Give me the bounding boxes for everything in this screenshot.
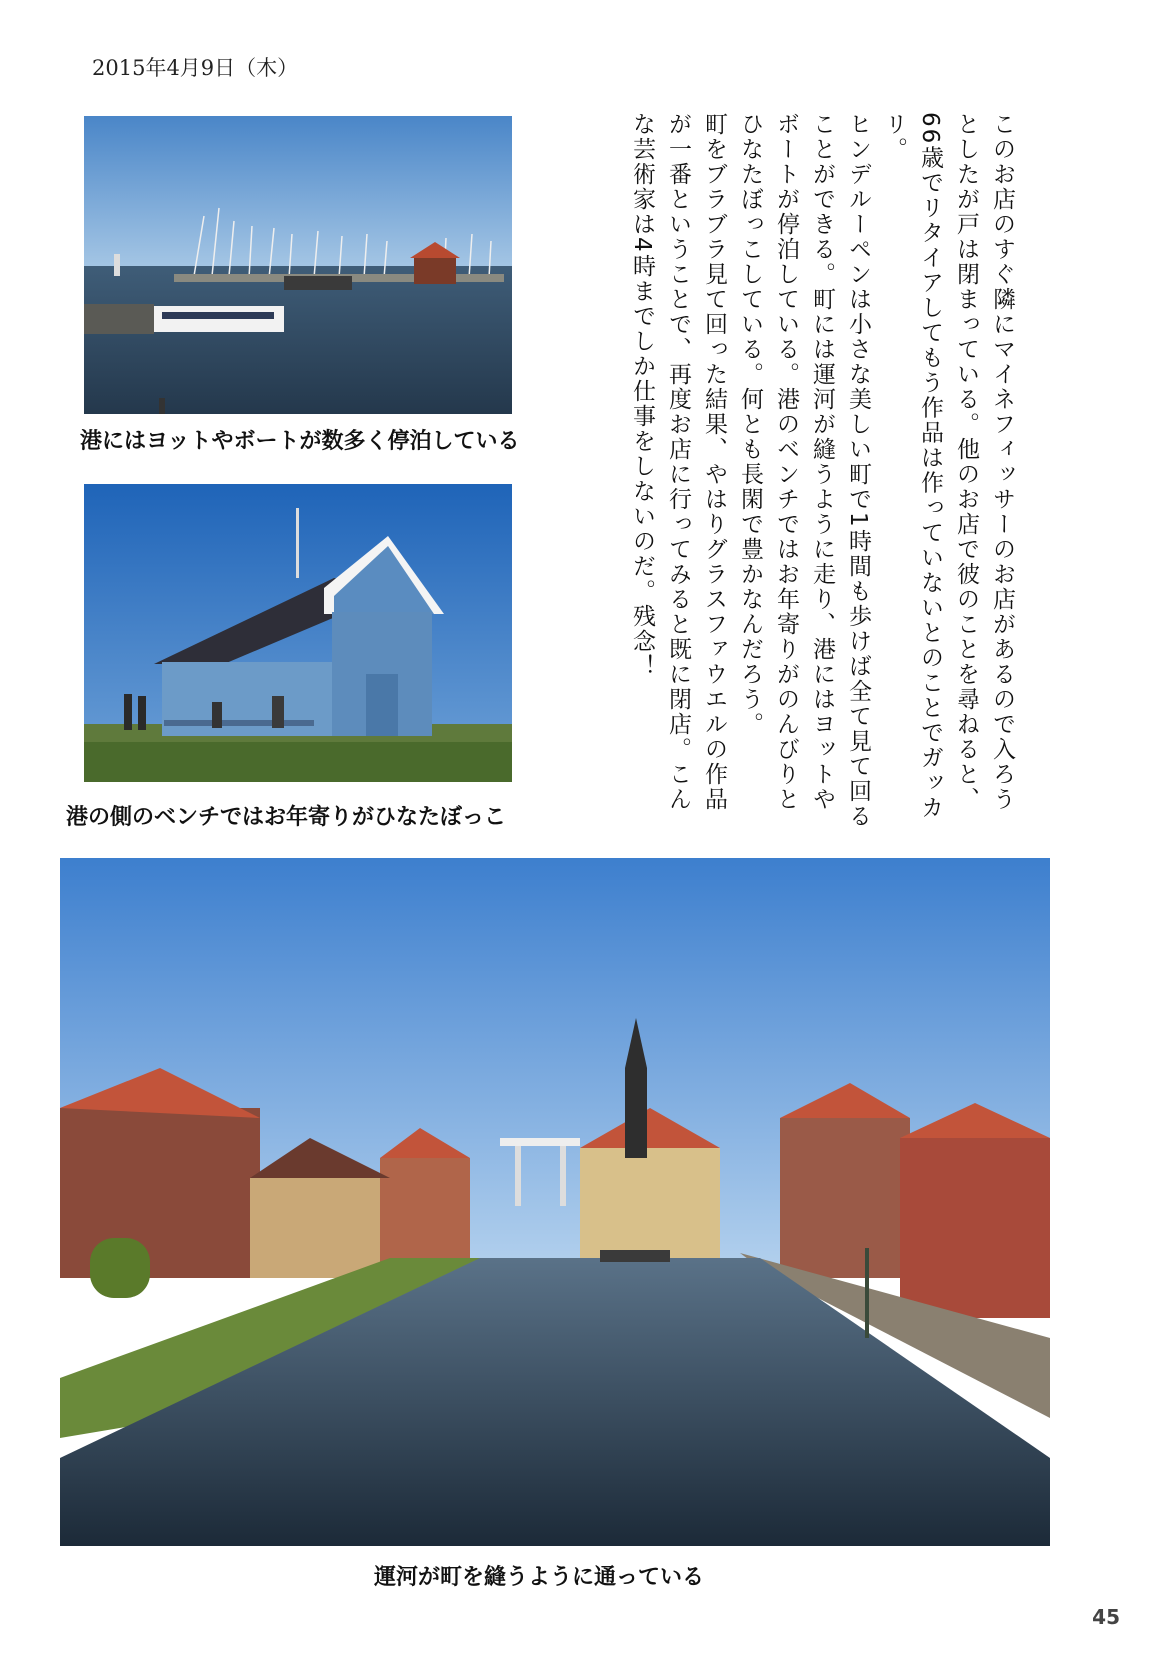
boathouse-photo-caption: 港の側のベンチではお年寄りがひなたぼっこ: [66, 805, 507, 830]
article-paragraph: 町をブラブラ見て回った結果、やはりグラスファウエルの作品が一番ということで、再度お店に行ってみると既に閉店。こんな芸術家は4時までしか仕事をしないのだ。残念！: [629, 112, 727, 812]
article-paragraph: ヒンデルーペンは小さな美しい町で1時間も歩けば全て見て回ることができる。町には運河が縫うように走り、港にはヨットやボートが停泊している。港のベンチではお年寄りがのんびりとひなたぼっこしている。何とも長閑で豊かなんだろう。: [737, 112, 871, 829]
harbor-photo: [84, 116, 512, 414]
page-date: 2015年4月9日（木）: [92, 56, 299, 80]
article-body: [580, 112, 1020, 832]
page-number: 45: [1092, 1605, 1120, 1629]
harbor-photo-caption: 港にはヨットやボートが数多く停泊している: [80, 429, 520, 454]
canal-photo: [60, 858, 1050, 1546]
boathouse-photo: [84, 484, 512, 782]
article-paragraph: このお店のすぐ隣にマイネフィッサーのお店があるので入ろうとしたが戸は閉まっている。他のお店で彼のことを尋ねると、66歳でリタイアしてもう作品は作っていないとのことでガッカリ。: [881, 112, 1015, 821]
canal-photo-caption: 運河が町を縫うように通っている: [374, 1565, 705, 1590]
